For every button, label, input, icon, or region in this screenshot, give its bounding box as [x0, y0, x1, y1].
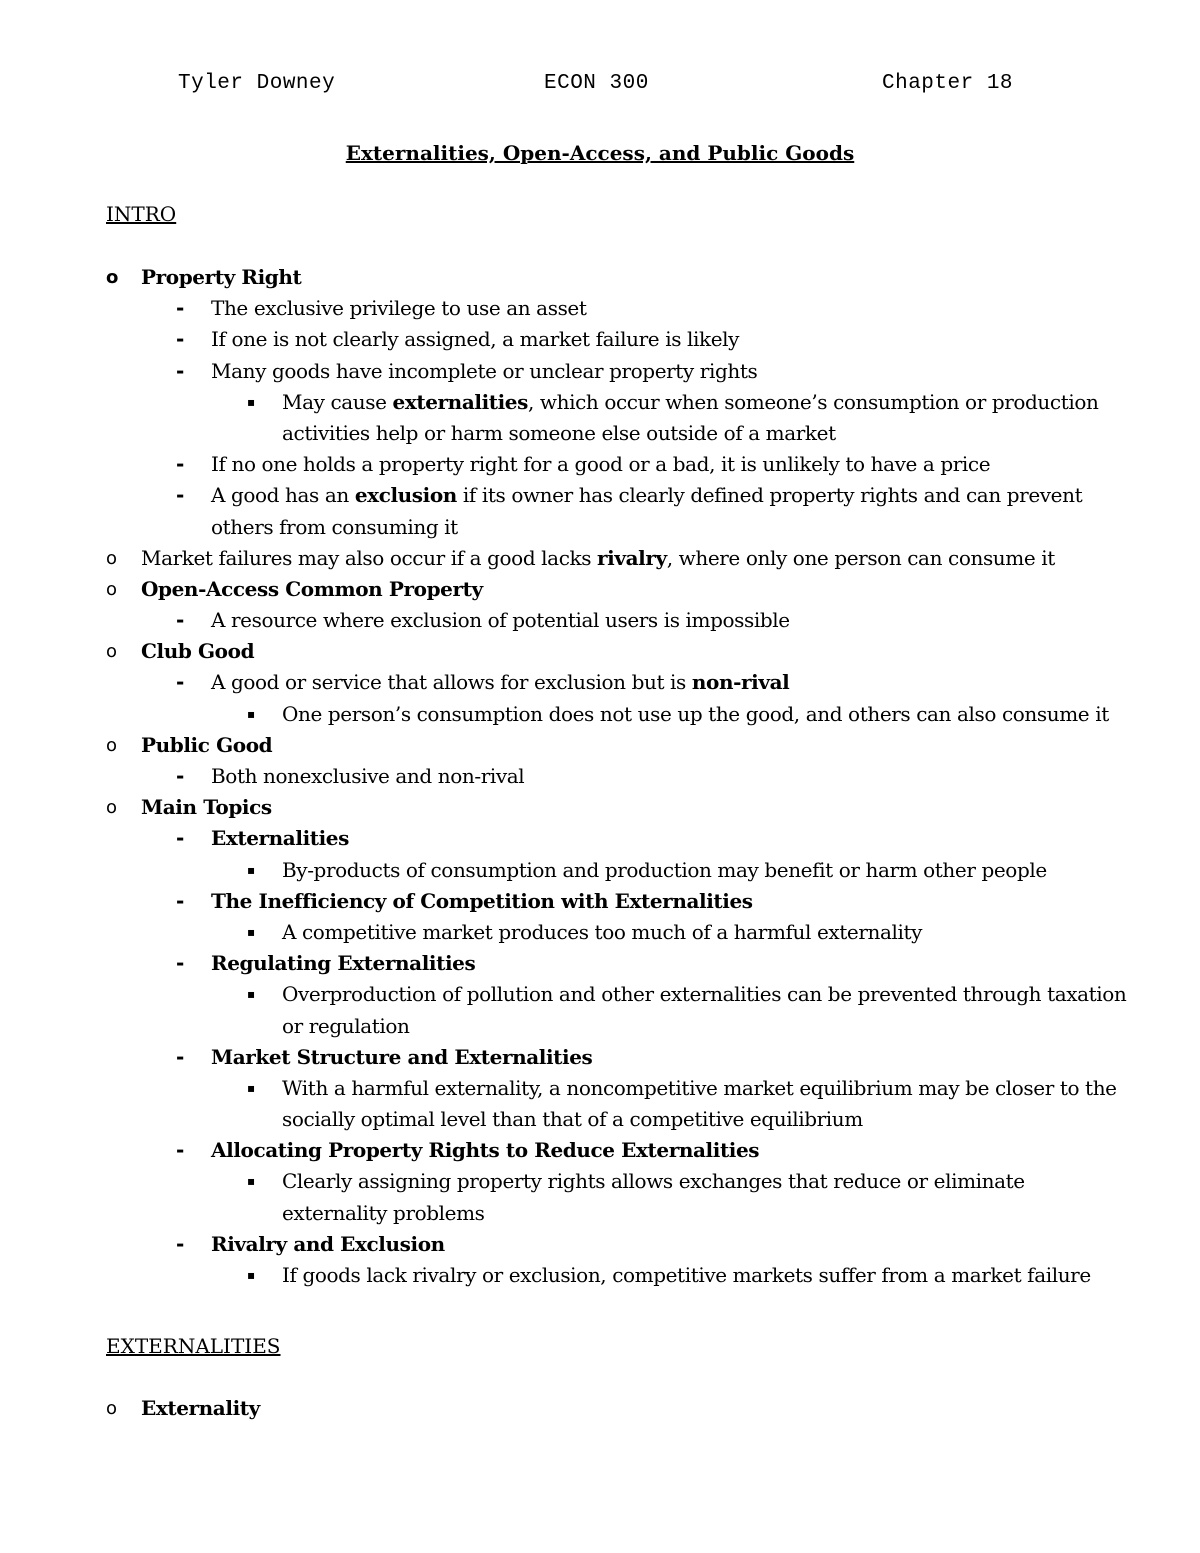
text-run: Market failures may also occur if a good lacks	[141, 545, 598, 570]
bullet-marker: -	[176, 608, 184, 633]
outline-item-level-2	[0, 761, 1200, 792]
outline-text	[211, 293, 587, 324]
outline-text	[211, 1135, 759, 1166]
outline-text	[282, 1198, 485, 1229]
text-run: May cause	[282, 389, 393, 414]
bullet-marker: -	[176, 826, 184, 851]
outline-item-level-2	[0, 324, 1200, 355]
bold-term: Open-Access Common Property	[141, 576, 483, 601]
intro-outline	[0, 262, 1200, 1291]
outline-text	[141, 262, 301, 293]
bullet-marker: o	[106, 267, 118, 288]
bullet-marker: -	[176, 670, 184, 695]
outline-item-level-3	[0, 1073, 1200, 1104]
outline-text	[141, 792, 272, 823]
outline-item-level-2	[0, 1229, 1200, 1260]
outline-text	[282, 979, 1126, 1010]
outline-item-level-2	[0, 449, 1200, 480]
bullet-marker: -	[176, 1044, 184, 1069]
text-run: activities help or harm someone else outside of a market	[282, 420, 836, 445]
text-run: or regulation	[282, 1013, 410, 1038]
header-chapter: Chapter 18	[882, 72, 1014, 95]
outline-item-level-3	[0, 855, 1200, 886]
bold-term: non-rival	[691, 670, 790, 695]
externalities-outline	[0, 1393, 1200, 1424]
bold-term: The Inefficiency of Competition with Externalities	[211, 888, 753, 913]
outline-text	[211, 761, 524, 792]
outline-item-level-2	[0, 948, 1200, 979]
bullet-marker: -	[176, 327, 184, 352]
outline-text	[282, 1073, 1117, 1104]
outline-item-level-1	[0, 1393, 1200, 1424]
bullet-marker: ▪	[247, 394, 255, 409]
outline-item-level-3	[0, 917, 1200, 948]
bullet-marker: ▪	[247, 862, 255, 877]
bullet-marker: -	[176, 358, 184, 383]
outline-text	[282, 1011, 410, 1042]
bold-term: exclusion	[354, 483, 457, 508]
text-run: One person’s consumption does not use up the good, and others can also consume it	[282, 701, 1109, 726]
bullet-marker: -	[176, 296, 184, 321]
text-run: If no one holds a property right for a good or a bad, it is unlikely to have a price	[211, 452, 991, 477]
outline-text	[282, 387, 1098, 418]
text-run: If one is not clearly assigned, a market failure is likely	[211, 327, 740, 352]
section-heading-externalities: EXTERNALITIES	[106, 1334, 281, 1358]
outline-item-level-1	[0, 574, 1200, 605]
outline-text	[282, 855, 1047, 886]
text-run: , where only one person can consume it	[666, 545, 1055, 570]
outline-line-continuation	[0, 418, 1200, 449]
bold-term: externalities	[392, 389, 528, 414]
text-run: Overproduction of pollution and other externalities can be prevented through taxation	[282, 982, 1127, 1007]
outline-text	[211, 356, 757, 387]
text-run: Clearly assigning property rights allows exchanges that reduce or eliminate	[282, 1169, 1025, 1194]
outline-item-level-2	[0, 886, 1200, 917]
bullet-marker: ▪	[247, 1174, 255, 1189]
text-run: By-products of consumption and production may benefit or harm other people	[282, 857, 1047, 882]
header-author: Tyler Downey	[178, 72, 336, 95]
text-run: Many goods have incomplete or unclear property rights	[211, 358, 758, 383]
outline-text	[211, 886, 753, 917]
outline-text	[211, 480, 1082, 511]
outline-text	[211, 1042, 592, 1073]
bold-term: Club Good	[141, 639, 255, 664]
outline-item-level-2	[0, 293, 1200, 324]
text-run: A resource where exclusion of potential users is impossible	[211, 608, 790, 633]
outline-item-level-1	[0, 730, 1200, 761]
bullet-marker: ▪	[247, 924, 255, 939]
bullet-marker: -	[176, 888, 184, 913]
outline-text	[282, 1104, 863, 1135]
bullet-marker: o	[106, 641, 117, 663]
text-run: A good or service that allows for exclusion but is	[211, 670, 692, 695]
outline-text	[282, 699, 1109, 730]
bullet-marker: ▪	[247, 1268, 255, 1282]
outline-text	[141, 636, 254, 667]
outline-item-level-3	[0, 387, 1200, 418]
outline-text	[211, 605, 790, 636]
outline-item-level-1	[0, 262, 1200, 293]
outline-item-level-3	[0, 1166, 1200, 1197]
bullet-marker: ▪	[247, 1080, 255, 1095]
bold-term: Regulating Externalities	[211, 951, 476, 976]
text-run: if its owner has clearly defined property rights and can prevent	[456, 483, 1083, 508]
outline-text	[141, 1393, 260, 1424]
outline-line-continuation	[0, 1104, 1200, 1135]
text-run: The exclusive privilege to use an asset	[211, 296, 587, 321]
outline-text	[211, 948, 475, 979]
outline-item-level-1	[0, 543, 1200, 574]
bold-term: Market Structure and Externalities	[211, 1044, 593, 1069]
text-run: , which occur when someone’s consumption or production	[528, 389, 1099, 414]
outline-item-level-3	[0, 699, 1200, 730]
outline-text	[211, 324, 739, 355]
outline-line-continuation	[0, 1198, 1200, 1229]
outline-text	[282, 418, 836, 449]
bullet-marker: -	[176, 1138, 184, 1163]
bold-term: Externality	[141, 1396, 260, 1420]
outline-text	[282, 1166, 1025, 1197]
bullet-marker: -	[176, 452, 184, 477]
bullet-marker: ▪	[247, 987, 255, 1002]
outline-text	[211, 512, 458, 543]
outline-text	[211, 667, 789, 698]
bullet-marker: -	[176, 951, 184, 976]
text-run: If goods lack rivalry or exclusion, competitive markets suffer from a market failure	[282, 1263, 1091, 1287]
outline-text	[211, 449, 990, 480]
bullet-marker: o	[106, 547, 117, 569]
outline-item-level-2	[0, 480, 1200, 511]
text-run: A competitive market produces too much of a harmful externality	[282, 919, 923, 944]
bullet-marker: -	[176, 483, 184, 508]
bold-term: Public Good	[141, 732, 273, 757]
bold-term: Allocating Property Rights to Reduce Externalities	[211, 1138, 760, 1163]
text-run: externality problems	[282, 1200, 485, 1225]
outline-text	[141, 543, 1055, 574]
bullet-marker: ▪	[247, 706, 255, 721]
outline-item-level-3	[0, 1260, 1200, 1291]
outline-text	[141, 574, 483, 605]
section-heading-intro: INTRO	[106, 202, 177, 226]
outline-text	[282, 917, 922, 948]
outline-item-level-2	[0, 823, 1200, 854]
outline-text	[211, 823, 349, 854]
outline-text	[282, 1260, 1091, 1291]
outline-item-level-1	[0, 636, 1200, 667]
text-run: A good has an	[211, 483, 355, 508]
document-title: Externalities, Open-Access, and Public Goods	[345, 141, 855, 165]
bold-term: Property Right	[141, 265, 302, 289]
outline-item-level-2	[0, 356, 1200, 387]
outline-item-level-3	[0, 979, 1200, 1010]
outline-line-continuation	[0, 1011, 1200, 1042]
bullet-marker: o	[106, 734, 117, 756]
bullet-marker: -	[176, 764, 184, 788]
bold-term: rivalry	[597, 545, 667, 570]
outline-item-level-2	[0, 605, 1200, 636]
outline-item-level-1	[0, 792, 1200, 823]
text-run: Both nonexclusive and non-rival	[211, 764, 525, 788]
bullet-marker: o	[106, 797, 117, 819]
bold-term: Main Topics	[141, 795, 272, 820]
bullet-marker: o	[106, 1398, 117, 1419]
bold-term: Rivalry and Exclusion	[211, 1231, 445, 1256]
text-run: others from consuming it	[211, 514, 458, 539]
outline-text	[211, 1229, 445, 1260]
outline-item-level-2	[0, 667, 1200, 698]
bullet-marker: o	[106, 578, 117, 600]
outline-item-level-2	[0, 1135, 1200, 1166]
text-run: With a harmful externality, a noncompetitive market equilibrium may be closer to the	[282, 1075, 1117, 1100]
bullet-marker: -	[176, 1231, 184, 1256]
text-run: socially optimal level than that of a competitive equilibrium	[282, 1107, 863, 1132]
header-course: ECON 300	[544, 72, 649, 95]
outline-line-continuation	[0, 512, 1200, 543]
outline-item-level-2	[0, 1042, 1200, 1073]
bold-term: Externalities	[211, 826, 349, 851]
outline-text	[141, 730, 272, 761]
